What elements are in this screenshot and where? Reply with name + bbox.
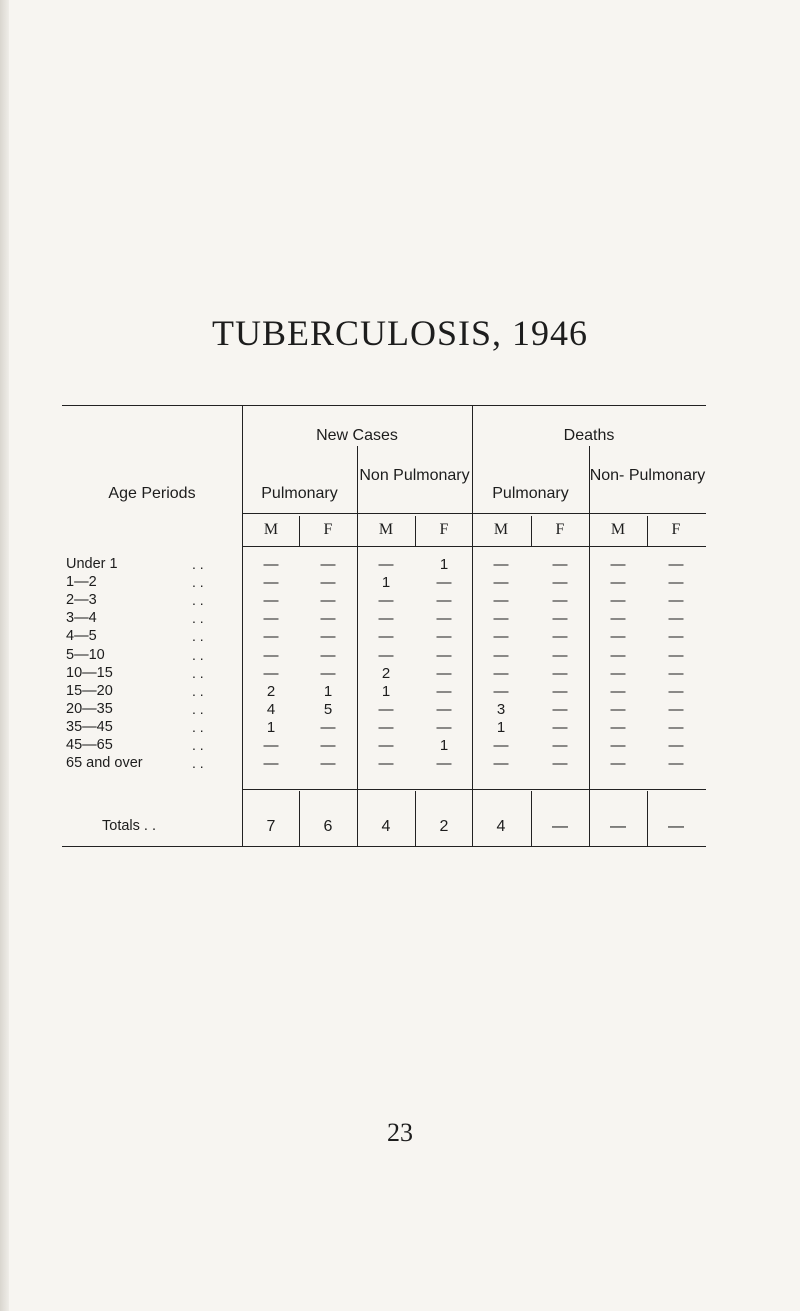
- leader-dots: . .: [192, 700, 204, 717]
- table-cell: —: [668, 700, 684, 718]
- table-cell: —: [436, 646, 452, 664]
- totals-cell: 4: [496, 818, 506, 835]
- table-cell: —: [493, 610, 509, 628]
- table-cell: 3: [496, 700, 506, 718]
- table-cell: 2: [381, 664, 391, 682]
- table-cell: 1: [323, 682, 333, 700]
- table-cell: —: [263, 610, 279, 628]
- leader-dots: . .: [192, 682, 204, 699]
- totals-label: Totals . .: [102, 818, 156, 834]
- table-cell: —: [552, 718, 568, 736]
- table-cell: —: [493, 737, 509, 754]
- table-cell: —: [493, 556, 509, 573]
- table-cell: —: [320, 646, 336, 664]
- page-edge-shadow: [0, 0, 9, 1311]
- table-cell: —: [378, 592, 394, 610]
- sex-label: F: [323, 521, 333, 538]
- totals-cell: 6: [323, 818, 333, 835]
- table-cell: —: [552, 755, 568, 773]
- table-cell: —: [436, 700, 452, 718]
- table-cell: —: [320, 592, 336, 610]
- totals-cell: —: [668, 818, 684, 835]
- totals-cell: 7: [266, 818, 276, 835]
- table-cell: —: [436, 592, 452, 610]
- table-cell: —: [263, 628, 279, 646]
- table-cell: —: [610, 718, 626, 736]
- age-period-label: 5—10: [66, 646, 105, 663]
- deaths-header: Deaths: [563, 427, 615, 444]
- table-cell: 1: [266, 718, 276, 736]
- rule-totals: [242, 789, 706, 790]
- table-cell: —: [610, 646, 626, 664]
- leader-dots: . .: [192, 664, 204, 681]
- table-cell: —: [436, 628, 452, 646]
- table-cell: —: [263, 737, 279, 754]
- sex-label: M: [493, 521, 509, 538]
- table-cell: —: [493, 574, 509, 592]
- rule-sexheader: [242, 546, 706, 547]
- totals-cell: 2: [439, 818, 449, 835]
- table-cell: —: [552, 592, 568, 610]
- table-cell: —: [378, 718, 394, 736]
- table-cell: —: [610, 574, 626, 592]
- table-cell: —: [378, 610, 394, 628]
- table-cell: —: [378, 556, 394, 573]
- leader-dots: . .: [192, 556, 204, 572]
- table-cell: —: [263, 646, 279, 664]
- table-cell: —: [493, 646, 509, 664]
- table-cell: —: [378, 737, 394, 754]
- table-cell: —: [436, 682, 452, 700]
- table-cell: —: [668, 718, 684, 736]
- table-cell: —: [320, 737, 336, 754]
- age-period-label: 2—3: [66, 592, 97, 609]
- age-period-label: 15—20: [66, 682, 113, 699]
- table-cell: —: [320, 610, 336, 628]
- sex-label: F: [555, 521, 565, 538]
- table-cell: —: [552, 610, 568, 628]
- deaths-pulmonary-header: Pulmonary: [492, 485, 569, 502]
- table-cell: —: [378, 646, 394, 664]
- table-cell: —: [378, 700, 394, 718]
- age-period-label: 4—5: [66, 628, 97, 645]
- sex-label: M: [610, 521, 626, 538]
- table-cell: —: [668, 755, 684, 773]
- sex-label: M: [378, 521, 394, 538]
- table-cell: —: [668, 592, 684, 610]
- table-cell: —: [668, 610, 684, 628]
- table-cell: —: [552, 574, 568, 592]
- new-cases-header: New Cases: [316, 427, 398, 444]
- leader-dots: . .: [192, 646, 204, 663]
- table-cell: —: [610, 737, 626, 754]
- leader-dots: . .: [192, 737, 204, 753]
- new-pulmonary-header: Pulmonary: [261, 485, 338, 502]
- table-cell: 1: [381, 574, 391, 592]
- totals-cell: 4: [381, 818, 391, 835]
- table-cell: —: [493, 755, 509, 773]
- age-period-label: 45—65: [66, 737, 113, 753]
- table-cell: —: [610, 610, 626, 628]
- age-period-label: 10—15: [66, 664, 113, 681]
- table-cell: —: [320, 718, 336, 736]
- table-cell: 5: [323, 700, 333, 718]
- table-cell: 1: [439, 556, 449, 573]
- table-cell: —: [493, 628, 509, 646]
- totals-cell: —: [610, 818, 626, 835]
- table-cell: —: [610, 556, 626, 573]
- leader-dots: . .: [192, 628, 204, 645]
- leader-dots: . .: [192, 755, 204, 772]
- table-cell: —: [668, 737, 684, 754]
- page-number: 23: [387, 1118, 413, 1147]
- table-cell: —: [552, 556, 568, 573]
- table-cell: —: [320, 556, 336, 573]
- table-cell: —: [320, 574, 336, 592]
- table-cell: —: [378, 628, 394, 646]
- table-cell: —: [436, 574, 452, 592]
- table-cell: —: [436, 610, 452, 628]
- table-cell: —: [320, 664, 336, 682]
- table-cell: —: [263, 755, 279, 773]
- table-cell: 4: [266, 700, 276, 718]
- leader-dots: . .: [192, 592, 204, 609]
- table-cell: —: [610, 700, 626, 718]
- table-cell: —: [552, 664, 568, 682]
- table-cell: —: [378, 755, 394, 773]
- table-cell: —: [668, 646, 684, 664]
- leader-dots: . .: [192, 574, 204, 591]
- table-cell: —: [610, 755, 626, 773]
- sex-label: F: [439, 521, 449, 538]
- sex-label: M: [263, 521, 279, 538]
- table-cell: 1: [496, 718, 506, 736]
- table-cell: —: [668, 682, 684, 700]
- table-cell: —: [610, 682, 626, 700]
- table-cell: —: [493, 592, 509, 610]
- table-cell: —: [610, 664, 626, 682]
- table-cell: —: [610, 628, 626, 646]
- leader-dots: . .: [192, 610, 204, 627]
- table-cell: —: [552, 682, 568, 700]
- table-cell: —: [320, 628, 336, 646]
- table-cell: —: [552, 628, 568, 646]
- table-cell: —: [436, 718, 452, 736]
- age-period-label: 65 and over: [66, 755, 143, 772]
- table-cell: —: [263, 664, 279, 682]
- sex-label: F: [671, 521, 681, 538]
- table-cell: —: [552, 737, 568, 754]
- tuberculosis-table: [62, 405, 706, 847]
- table-cell: 1: [439, 737, 449, 754]
- table-cell: —: [263, 592, 279, 610]
- leader-dots: . .: [192, 718, 204, 735]
- age-period-label: 1—2: [66, 574, 97, 591]
- page-title: TUBERCULOSIS, 1946: [211, 313, 589, 353]
- table-cell: —: [668, 556, 684, 573]
- table-cell: —: [436, 664, 452, 682]
- age-period-label: 20—35: [66, 700, 113, 717]
- table-cell: 1: [381, 682, 391, 700]
- table-cell: —: [668, 628, 684, 646]
- age-periods-header: Age Periods: [108, 485, 196, 502]
- table-cell: —: [610, 592, 626, 610]
- table-cell: —: [263, 556, 279, 573]
- age-period-label: Under 1: [66, 556, 118, 572]
- age-period-label: 3—4: [66, 610, 97, 627]
- table-cell: —: [493, 664, 509, 682]
- table-cell: —: [552, 646, 568, 664]
- deaths-non-pulmonary-header: Non- Pulmonary: [589, 467, 706, 484]
- table-cell: —: [668, 664, 684, 682]
- totals-cell: —: [552, 818, 568, 835]
- table-cell: —: [436, 755, 452, 773]
- table-cell: —: [668, 574, 684, 592]
- table-cell: 2: [266, 682, 276, 700]
- new-non-pulmonary-header: Non Pulmonary: [359, 467, 470, 484]
- table-cell: —: [263, 574, 279, 592]
- rule-subheader: [242, 513, 706, 514]
- age-period-label: 35—45: [66, 718, 113, 735]
- table-cell: —: [493, 682, 509, 700]
- table-cell: —: [320, 755, 336, 773]
- table-cell: —: [552, 700, 568, 718]
